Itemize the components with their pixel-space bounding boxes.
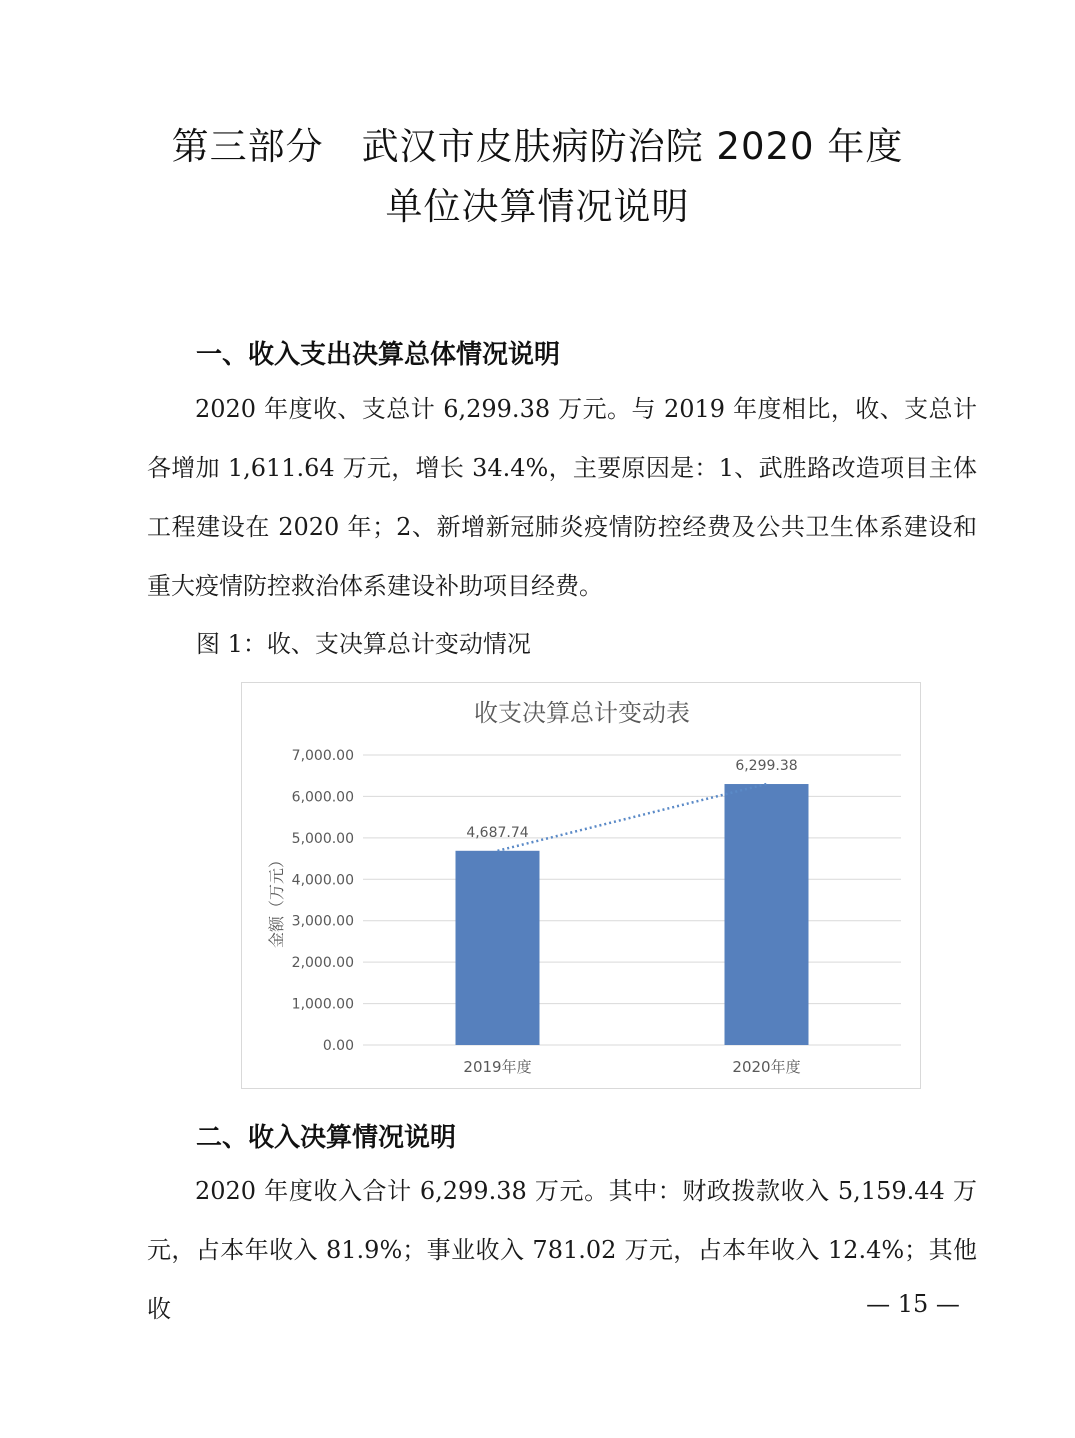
data-label: 6,299.38 (735, 758, 798, 775)
document-title-line-2: 单位决算情况说明 (385, 185, 690, 228)
section-2-paragraph: 2020 年度收入合计 6,299.38 万元。其中：财政拨款收入 5,159.44 万元，占本年收入 81.9%；事业收入 781.02 万元，占本年收入 12.4%；其他收 (147, 1177, 977, 1323)
page-number: — 15 — (866, 1290, 960, 1318)
section-2-heading: 二、收入决算情况说明 (196, 1123, 457, 1153)
x-tick-label: 2019年度 (463, 1058, 532, 1076)
y-tick-label: 7,000.00 (291, 748, 354, 764)
y-tick-label: 6,000.00 (291, 789, 354, 806)
chart-container (241, 682, 921, 1089)
bar (725, 784, 809, 1045)
figure-caption: 图 1：收、支决算总计变动情况 (196, 630, 531, 658)
section-1-heading: 一、收入支出决算总体情况说明 (196, 340, 561, 370)
document-title-line-1: 第三部分 武汉市皮肤病防治院 2020 年度 (171, 125, 904, 168)
x-tick-label: 2020年度 (732, 1058, 801, 1076)
y-tick-label: 2,000.00 (291, 955, 354, 972)
y-tick-label: 4,000.00 (291, 872, 354, 889)
data-label: 4,687.74 (466, 824, 529, 841)
y-tick-label: 0.00 (322, 1038, 354, 1054)
y-axis-label: 金额（万元） (267, 851, 286, 949)
y-tick-label: 1,000.00 (291, 996, 354, 1013)
bar (456, 851, 540, 1045)
bar-chart (242, 683, 922, 1090)
section-1-paragraph: 2020 年度收、支总计 6,299.38 万元。与 2019 年度相比，收、支总计各增加 1,611.64 万元，增长 34.4%，主要原因是：1、武胜路改造项目主体工程建设在 2020 年；2、新增新冠肺炎疫情防控经费及公共卫生体系建设和重大疫情防控救治体系建设补助项目经费。 (147, 395, 977, 600)
y-tick-label: 3,000.00 (291, 913, 354, 930)
y-tick-label: 5,000.00 (291, 830, 354, 847)
chart-title: 收支决算总计变动表 (474, 699, 690, 727)
